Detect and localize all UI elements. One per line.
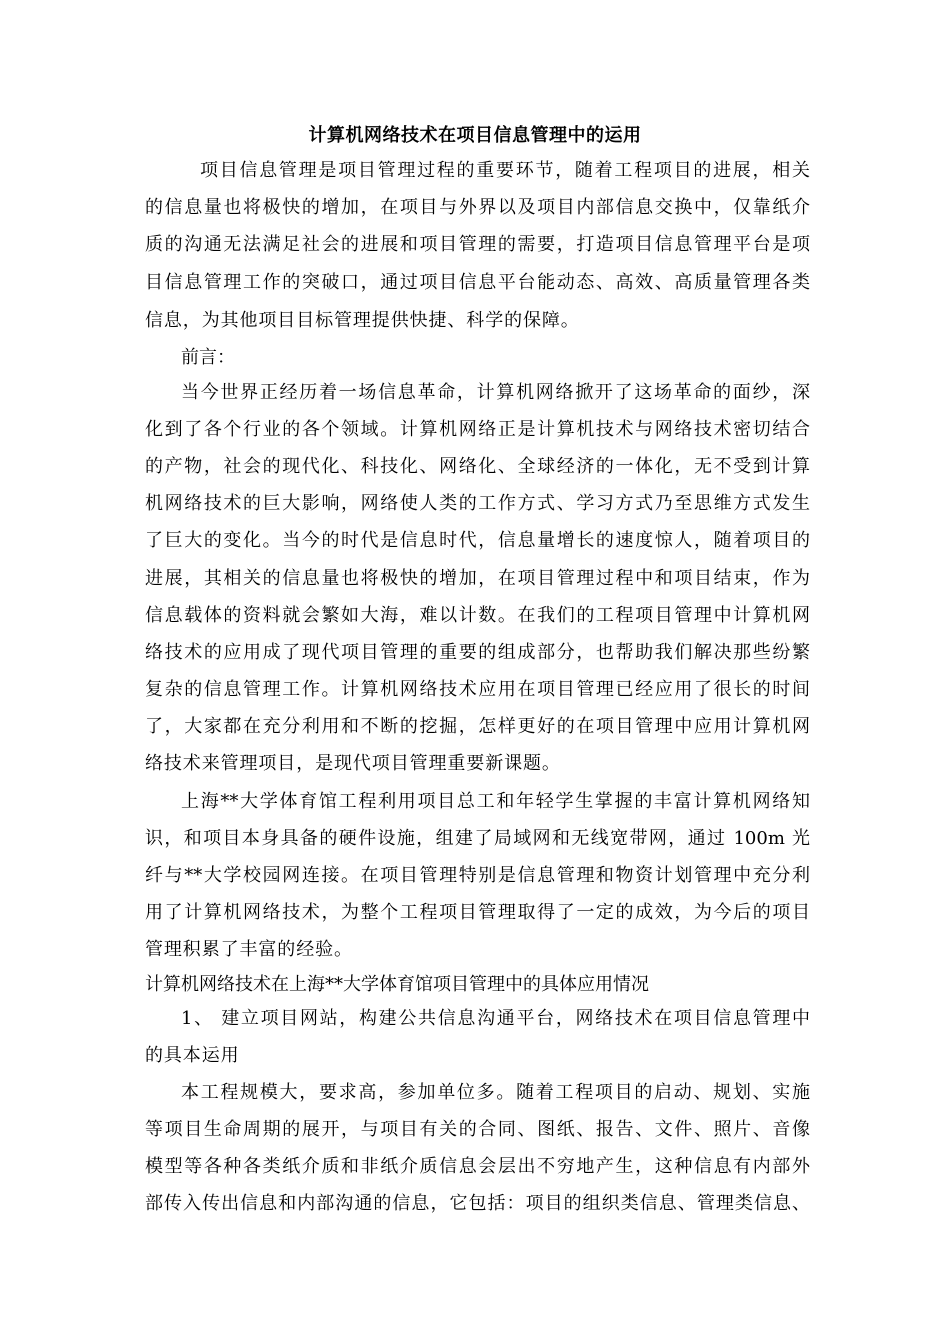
paragraph-line: 部传入传出信息和内部沟通的信息，它包括：项目的组织类信息、管理类信息、: [145, 1193, 810, 1214]
section-heading: 前言：: [181, 347, 235, 368]
paragraph-line: 的产物，社会的现代化、科技化、网络化、全球经济的一体化，无不受到计算: [145, 456, 810, 477]
section-heading: 计算机网络技术在上海**大学体育馆项目管理中的具体应用情况: [145, 974, 649, 995]
document-title: 计算机网络技术在项目信息管理中的运用: [308, 125, 642, 146]
paragraph-line: 等项目生命周期的展开，与项目有关的合同、图纸、报告、文件、照片、音像: [145, 1119, 810, 1140]
paragraph-line: 本工程规模大，要求高，参加单位多。随着工程项目的启动、规划、实施: [181, 1082, 810, 1103]
list-item-line: 1、 建立项目网站，构建公共信息沟通平台，网络技术在项目信息管理中: [181, 1008, 810, 1029]
paragraph-line: 络技术的应用成了现代项目管理的重要的组成部分，也帮助我们解决那些纷繁: [145, 642, 810, 663]
paragraph-line: 进展，其相关的信息量也将极快的增加，在项目管理过程中和项目结束，作为: [145, 568, 810, 589]
paragraph-line: 络技术来管理项目，是现代项目管理重要新课题。: [145, 753, 561, 774]
paragraph-line: 管理积累了丰富的经验。: [145, 939, 353, 960]
paragraph-line: 模型等各种各类纸介质和非纸介质信息会层出不穷地产生，这种信息有内部外: [145, 1156, 810, 1177]
paragraph-line: 上海**大学体育馆工程利用项目总工和年轻学生掌握的丰富计算机网络知: [181, 791, 810, 812]
paragraph-line: 信息载体的资料就会繁如大海，难以计数。在我们的工程项目管理中计算机网: [145, 605, 810, 626]
paragraph-line: 机网络技术的巨大影响，网络使人类的工作方式、学习方式乃至思维方式发生: [145, 493, 810, 514]
paragraph-line: 纤与**大学校园网连接。在项目管理特别是信息管理和物资计划管理中充分利: [145, 865, 810, 886]
paragraph-line: 质的沟通无法满足社会的进展和项目管理的需要，打造项目信息管理平台是项: [145, 234, 810, 255]
paragraph-line: 用了计算机网络技术，为整个工程项目管理取得了一定的成效，为今后的项目: [145, 902, 810, 923]
paragraph-line: 当今世界正经历着一场信息革命，计算机网络掀开了这场革命的面纱，深: [181, 382, 810, 403]
paragraph-line: 识，和项目本身具备的硬件设施，组建了局域网和无线宽带网，通过 100m 光: [145, 828, 810, 849]
paragraph-line: 信息，为其他项目目标管理提供快捷、科学的保障。: [145, 310, 580, 331]
paragraph-line: 了巨大的变化。当今的时代是信息时代，信息量增长的速度惊人，随着项目的: [145, 530, 810, 551]
paragraph-line: 的信息量也将极快的增加，在项目与外界以及项目内部信息交换中，仅靠纸介: [145, 197, 810, 218]
paragraph-line: 了，大家都在充分利用和不断的挖掘，怎样更好的在项目管理中应用计算机网: [145, 716, 810, 737]
paragraph-line: 化到了各个行业的各个领域。计算机网络正是计算机技术与网络技术密切结合: [145, 419, 810, 440]
paragraph-line: 项目信息管理是项目管理过程的重要环节，随着工程项目的进展，相关: [200, 160, 810, 181]
paragraph-line: 复杂的信息管理工作。计算机网络技术应用在项目管理已经应用了很长的时间: [145, 679, 810, 700]
list-item-line: 的具本运用: [145, 1045, 240, 1066]
paragraph-line: 目信息管理工作的突破口，通过项目信息平台能动态、高效、高质量管理各类: [145, 272, 810, 293]
